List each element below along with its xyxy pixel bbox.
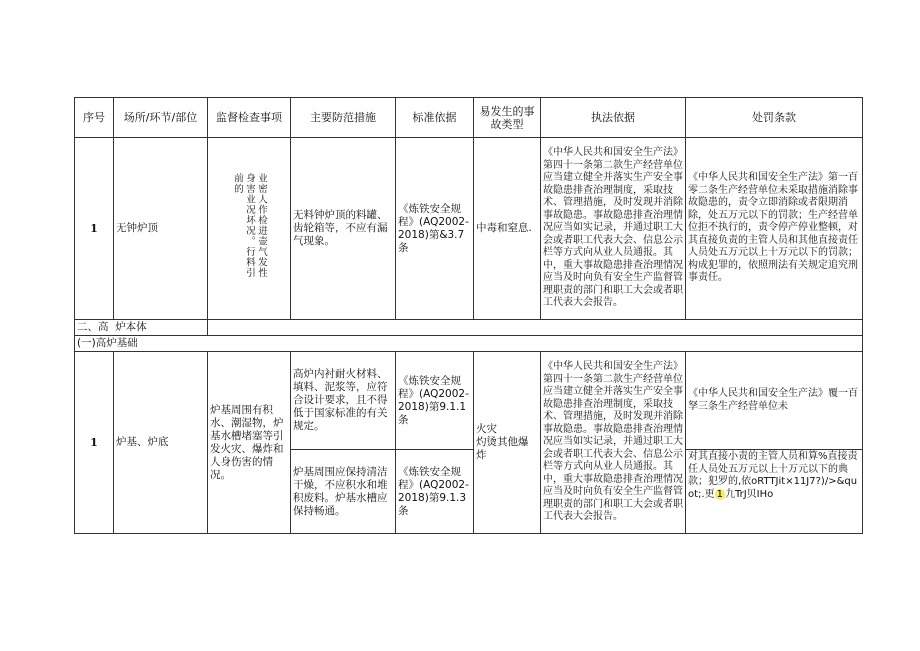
row-penalty-b [686, 450, 863, 534]
row-accident: 中毒和窒息. [474, 138, 541, 320]
penalty-text: 对其直接小责的主管人员和算%直接责任人员处五万元以上十万元以下的典款；犯罗的,依oRTTJit×11J7?)/>&quot;.更 [688, 451, 858, 500]
row-item: 炉基周围有积水、潮湿物，炉基水槽堵塞等引发火灾、爆炸和人身伤害的情况。 [208, 352, 291, 534]
header-accident: 易发生的事故类型 [474, 98, 541, 138]
row-accident: 火灾 灼烫其他爆炸 [474, 352, 541, 534]
row-penalty-a: 《中华人民共和国安全生产法》覆一百孥三条生产经营单位未 [686, 352, 863, 450]
row-penalty: 《中华人民共和国安全生产法》第一百零二条生产经营单位未采取措施消除事故隐患的，责令立即消除或者限期消除，处五万元以下的罚款；生产经营单位拒不执行的，责令停产停业整顿，对其直接负责的主管人员和其他直接责任人员处五万元以上十万元以下的罚款；构成犯罪的，依照刑法有关规定追究刑事责任。 [686, 138, 863, 320]
penalty-text-tail: 九TrJ贝IHo [724, 488, 774, 500]
row-place: 炉基、炉底 [114, 352, 208, 534]
section-title: 炉本体 [115, 321, 147, 333]
section-row [75, 320, 863, 336]
row-measures-a: 高炉内衬耐火材料、填料、泥浆等，应符合设计要求，且不得低于国家标准的有关规定。 [291, 352, 396, 450]
highlight-mark: 1 [716, 488, 723, 500]
subsection-row [75, 336, 863, 352]
row-standard-b: 《炼铁安全规程》(AQ2002-2018)第9.1.3条 [396, 450, 474, 534]
row-number: 1 [75, 352, 114, 534]
table-row [75, 138, 863, 320]
row-standard-a: 《炼铁安全规程》(AQ2002-2018)第9.1.1条 [396, 352, 474, 450]
row-standard: 《炼铁安全规程》(AQ2002-2018)第&3.7条 [396, 138, 474, 320]
row-item-vertical-text: 业密人作检进壶气发性身害业况坏况。行料引前的 [232, 172, 267, 278]
header-measures: 主要防范措施 [291, 98, 396, 138]
header-no: 序号 [75, 98, 114, 138]
section-heading [75, 320, 208, 336]
row-place: 无钟炉顶 [114, 138, 208, 320]
table-row [75, 352, 863, 450]
row-number: 1 [75, 138, 114, 320]
section-number: 二、高 [77, 321, 109, 333]
row-measures: 无料钟炉顶的料罐、齿轮箱等，不应有漏气现象。 [291, 138, 396, 320]
header-standard: 标准依据 [396, 98, 474, 138]
inspection-table [74, 97, 863, 534]
row-item [208, 138, 291, 320]
section-empty [208, 320, 863, 336]
row-legal: 《中华人民共和国安全生产法》第四十一条第二款生产经营单位应当建立健全并落实生产安全事故隐患排查治理制度，采取技术、管理措施，及时发现并消除事故隐患。事故隐患排查治理情况应当如实记录，并通过职工大会或者职工代表大会、信息公示栏等方式向从业人员通报。其中，重大事故隐患排查治理情况应当及时向负有安全生产监督管理职责的部门和职工大会或者职工代表大会报告。 [541, 352, 686, 534]
header-place: 场所/环节/部位 [114, 98, 208, 138]
header-item: 监督检查事项 [208, 98, 291, 138]
header-legal: 执法依据 [541, 98, 686, 138]
row-legal: 《中华人民共和国安全生产法》第四十一条第二款生产经营单位应当建立健全并落实生产安全事故隐患排查治理制度，采取技术、管理措施，及时发现并消除事故隐患。事故隐患排查治理情况应当如实记录，并通过职工大会或者职工代表大会、信息公示栏等方式向从业人员通报。其中，重大事故隐患排查治理情况应当及时向负有安全生产监督管理职责的部门和职工大会或者职工代表大会报告。 [541, 138, 686, 320]
row-measures-b: 炉基周围应保持清洁干燥，不应积水和堆积废料。炉基水槽应保持畅通。 [291, 450, 396, 534]
subsection-title: (一)高炉基础 [75, 336, 863, 352]
header-penalty: 处罚条款 [686, 98, 863, 138]
header-row [75, 98, 863, 138]
